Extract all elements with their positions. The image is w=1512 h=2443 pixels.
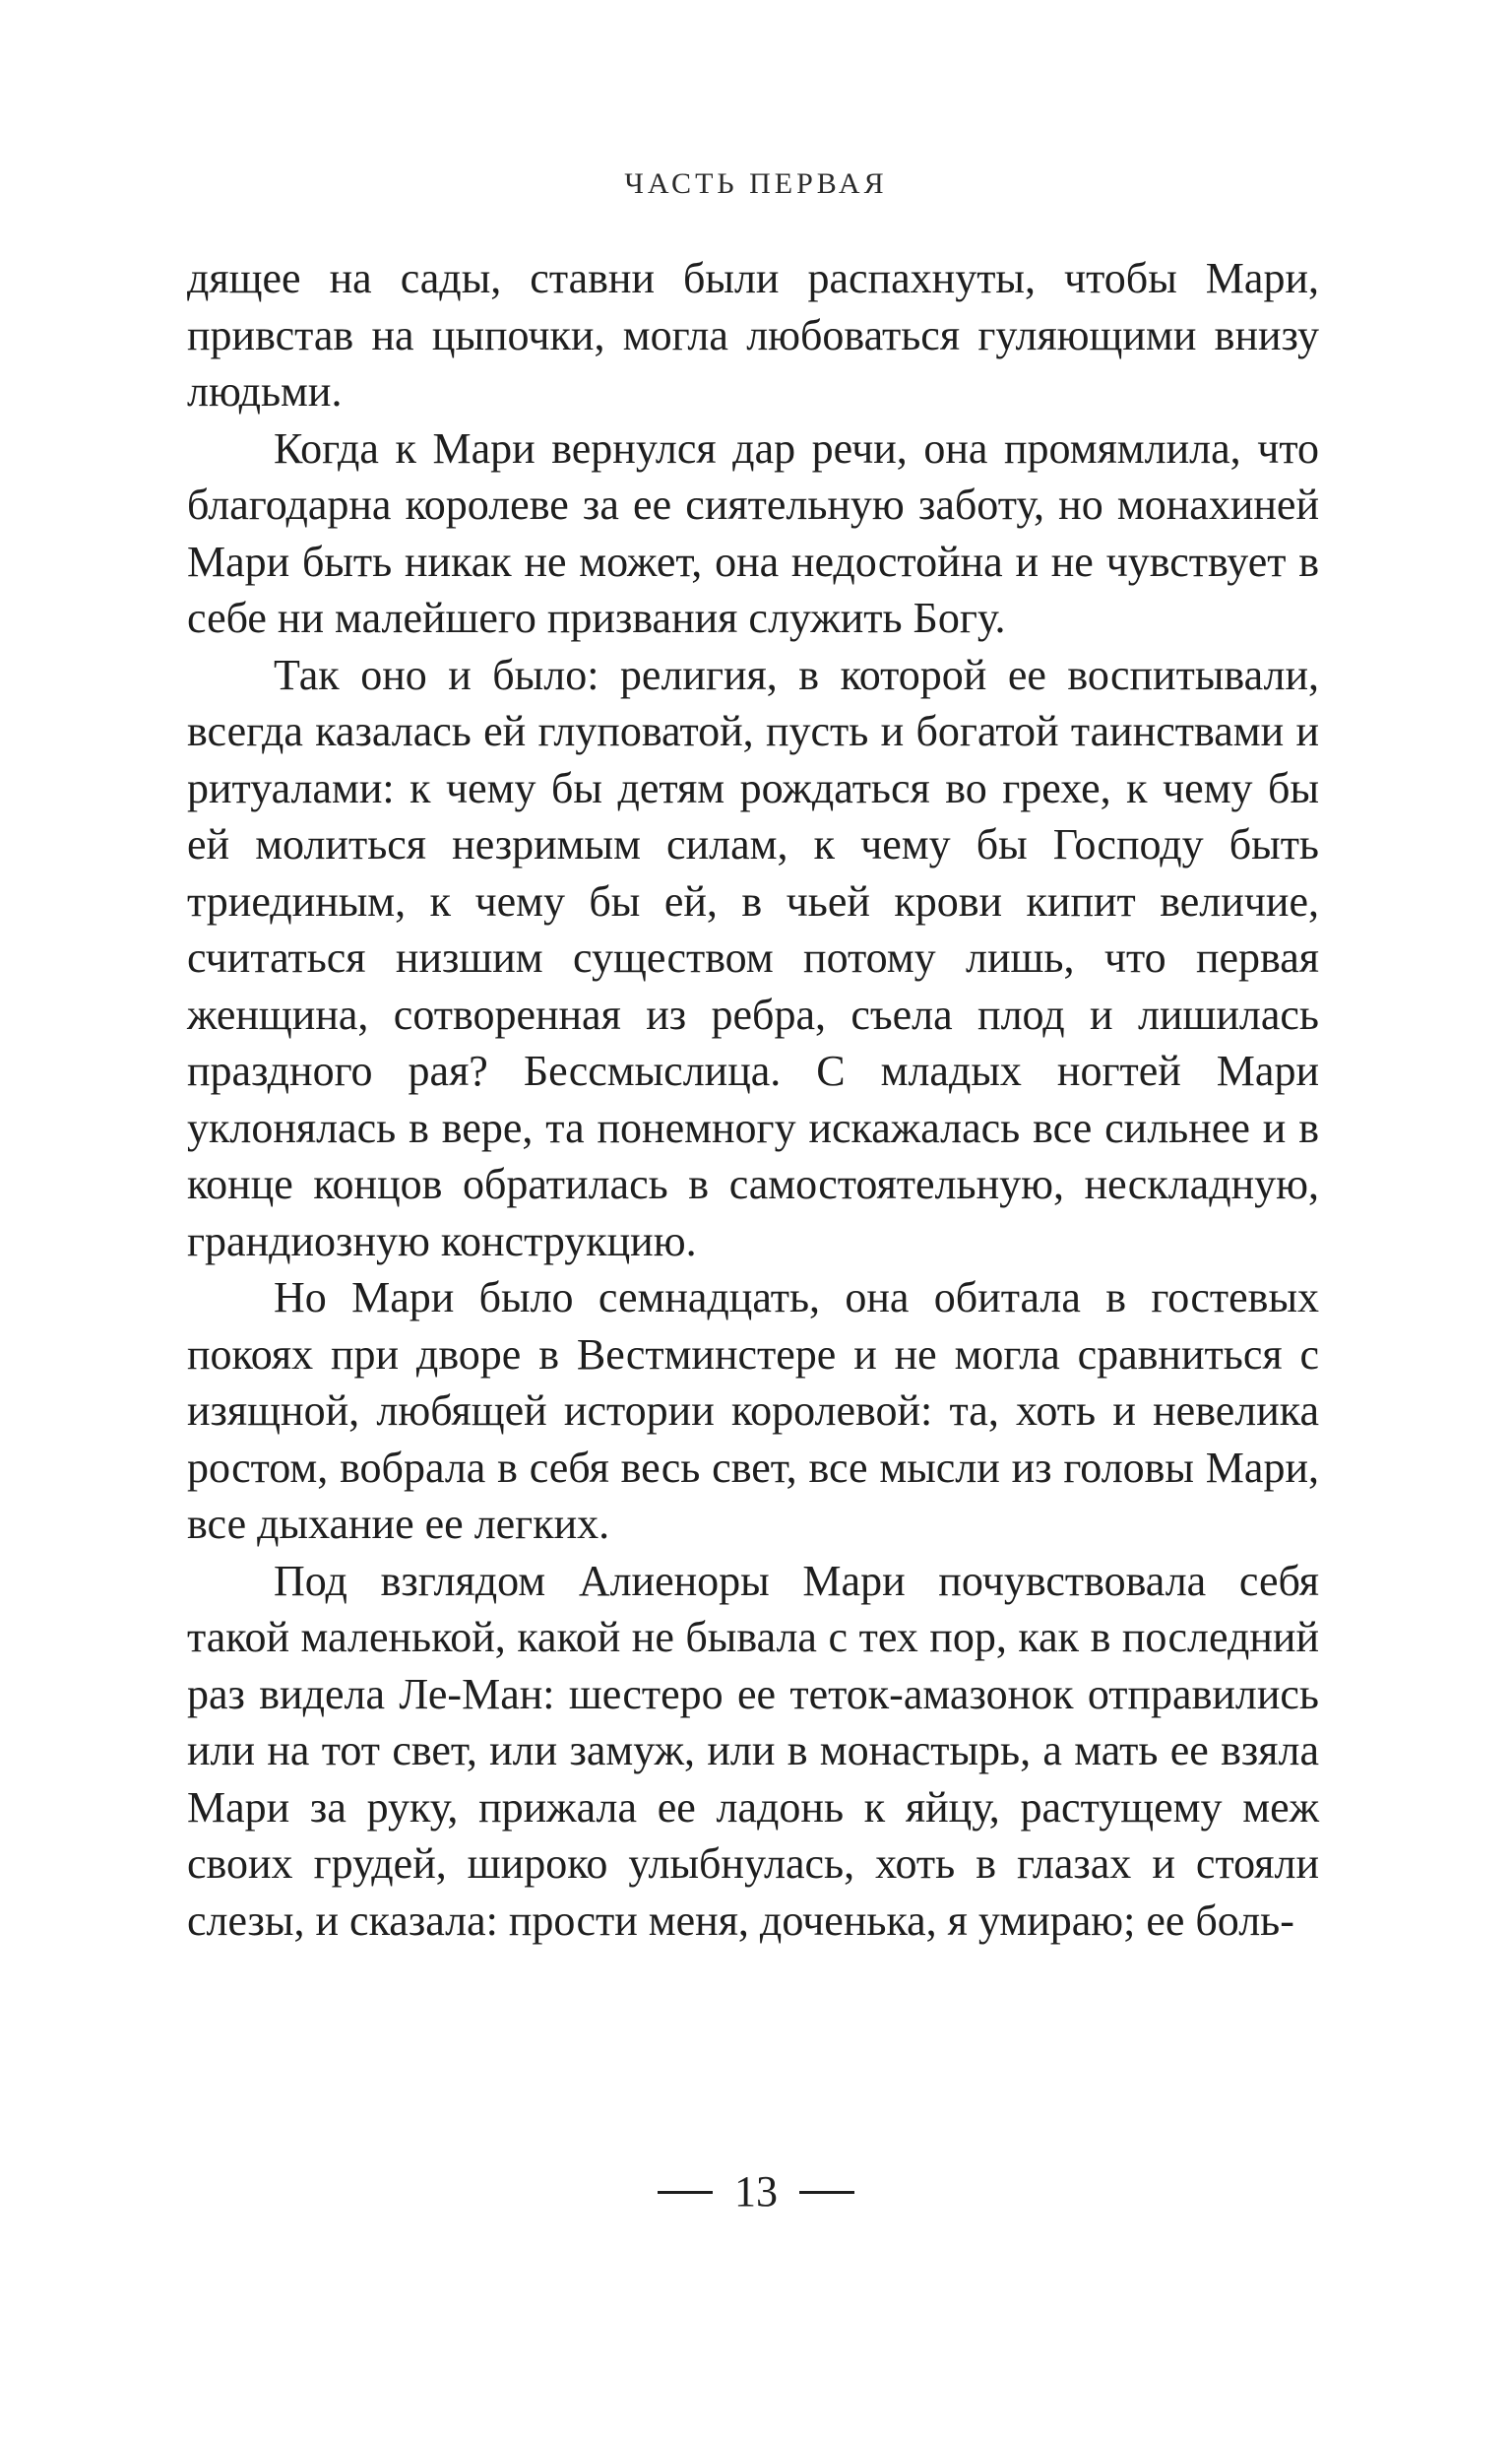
- paragraph: дящее на сады, ставни были распахнуты, чтобы Мари, привстав на цыпочки, могла любоваться гуляющими внизу людьми.: [187, 254, 1319, 416]
- body-text: [187, 250, 1319, 1949]
- paragraph: Так оно и было: религия, в которой ее воспитывали, всегда казалась ей глуповатой, пусть и богатой таинствами и ритуалами: к чему бы детям рождаться во грехе, к чему бы ей молиться незримым силам, к чему бы Господу быть триединым, к чему бы ей, в чьей крови кипит величие, считаться низшим существом потому лишь, что первая женщина, сотворенная из ребра, съела плод и лишилась праздного рая? Бессмыслица. С младых ногтей Мари уклонялась в вере, та понемногу искажалась все сильнее и в конце концов обратилась в самостоятельную, нескладную, грандиозную конструкцию.: [187, 650, 1319, 1265]
- page-number-footer: [0, 2166, 1512, 2217]
- paragraph: Когда к Мари вернулся дар речи, она промямлила, что благодарна королеве за ее сиятельную заботу, но монахиней Мари быть никак не может, она недостойна и не чувствует в себе ни малейшего призвания служить Богу.: [187, 423, 1319, 642]
- paragraph: Под взглядом Алиеноры Мари почувствовала себя такой маленькой, какой не бывала с тех пор, как в последний раз видела Ле-Ман: шестеро ее теток-амазонок отправились или на тот свет, или замуж, или в монастырь, а мать ее взяла Мари за руку, прижала ее ладонь к яйцу, растущему меж своих грудей, широко улыбнулась, хоть в глазах и стояли слезы, и сказала: прости меня, доченька, я умираю; ее боль-: [187, 1556, 1319, 1945]
- folio-dash-left: [658, 2191, 713, 2194]
- running-head: ЧАСТЬ ПЕРВАЯ: [624, 167, 888, 200]
- paragraph: Но Мари было семнадцать, она обитала в гостевых покоях при дворе в Вестминстере и не могла сравниться с изящной, любящей истории королевой: та, хоть и невелика ростом, вобрала в себя весь свет, все мысли из головы Мари, все дыхание ее легких.: [187, 1273, 1319, 1548]
- page-number: 13: [734, 2167, 778, 2216]
- folio-dash-right: [799, 2191, 854, 2194]
